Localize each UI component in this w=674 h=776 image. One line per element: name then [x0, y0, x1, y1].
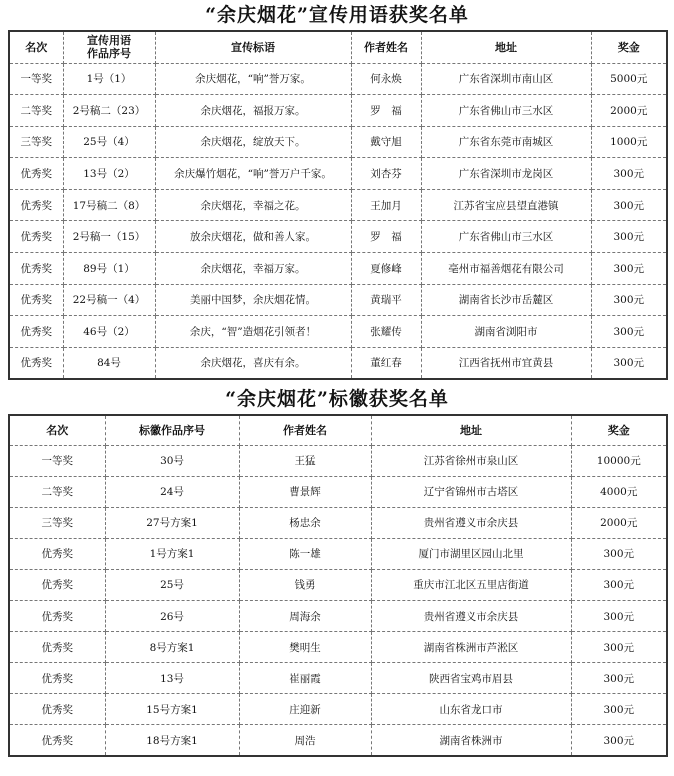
cell-prize: 300元 [591, 189, 667, 221]
cell-entry-number: 27号方案1 [105, 507, 239, 538]
cell-author: 钱勇 [239, 569, 371, 600]
cell-slogan: 余庆烟花，“响”誉万家。 [155, 63, 351, 95]
cell-address: 亳州市福善烟花有限公司 [421, 253, 591, 285]
cell-entry-number: 13号（2） [63, 158, 155, 190]
table-row [9, 95, 667, 127]
cell-address: 广东省东莞市南城区 [421, 126, 591, 158]
cell-author: 王猛 [239, 445, 371, 476]
cell-prize: 2000元 [591, 95, 667, 127]
table-row [9, 663, 667, 694]
table-row [9, 538, 667, 569]
cell-prize: 2000元 [571, 507, 667, 538]
cell-address: 广东省佛山市三水区 [421, 95, 591, 127]
cell-slogan: 美丽中国梦，余庆烟花情。 [155, 284, 351, 316]
cell-prize: 300元 [591, 347, 667, 379]
cell-rank: 二等奖 [9, 476, 105, 507]
header-address: 地址 [421, 31, 591, 63]
cell-rank: 优秀奖 [9, 725, 105, 756]
cell-author: 罗 福 [351, 95, 421, 127]
cell-rank: 优秀奖 [9, 663, 105, 694]
cell-entry-number: 46号（2） [63, 316, 155, 348]
cell-address: 湖南省株洲市 [371, 725, 571, 756]
cell-slogan: 余庆烟花，喜庆有余。 [155, 347, 351, 379]
table-row [9, 725, 667, 756]
header-prize: 奖金 [591, 31, 667, 63]
cell-address: 广东省深圳市南山区 [421, 63, 591, 95]
cell-rank: 三等奖 [9, 507, 105, 538]
cell-entry-number: 25号（4） [63, 126, 155, 158]
cell-author: 杨忠余 [239, 507, 371, 538]
table-row [9, 632, 667, 663]
cell-rank: 优秀奖 [9, 347, 63, 379]
cell-rank: 一等奖 [9, 445, 105, 476]
cell-entry-number: 2号稿二（23） [63, 95, 155, 127]
cell-entry-number: 18号方案1 [105, 725, 239, 756]
table-row [9, 189, 667, 221]
table-row [9, 284, 667, 316]
cell-author: 董红春 [351, 347, 421, 379]
cell-rank: 优秀奖 [9, 632, 105, 663]
header-rank: 名次 [9, 415, 105, 445]
cell-author: 张耀传 [351, 316, 421, 348]
cell-address: 湖南省长沙市岳麓区 [421, 284, 591, 316]
header-author: 作者姓名 [351, 31, 421, 63]
header-address: 地址 [371, 415, 571, 445]
cell-entry-number: 1号（1） [63, 63, 155, 95]
table-row [9, 694, 667, 725]
cell-author: 周浩 [239, 725, 371, 756]
table-header-row [9, 31, 667, 63]
table-row [9, 316, 667, 348]
cell-author: 崔丽霞 [239, 663, 371, 694]
cell-address: 贵州省遵义市余庆县 [371, 600, 571, 631]
cell-prize: 300元 [591, 316, 667, 348]
cell-slogan: 放余庆烟花，做和善人家。 [155, 221, 351, 253]
cell-rank: 优秀奖 [9, 253, 63, 285]
cell-rank: 优秀奖 [9, 569, 105, 600]
header-slogan: 宣传标语 [155, 31, 351, 63]
cell-prize: 5000元 [591, 63, 667, 95]
cell-rank: 优秀奖 [9, 221, 63, 253]
table-row [9, 569, 667, 600]
cell-entry-number: 30号 [105, 445, 239, 476]
cell-slogan: 余庆烟花，绽放天下。 [155, 126, 351, 158]
header-entry-number: 标徽作品序号 [105, 415, 239, 445]
cell-entry-number: 8号方案1 [105, 632, 239, 663]
cell-rank: 优秀奖 [9, 284, 63, 316]
cell-prize: 300元 [571, 725, 667, 756]
table-row [9, 253, 667, 285]
cell-address: 广东省佛山市三水区 [421, 221, 591, 253]
cell-entry-number: 13号 [105, 663, 239, 694]
cell-entry-number: 24号 [105, 476, 239, 507]
cell-prize: 4000元 [571, 476, 667, 507]
cell-author: 刘杏芬 [351, 158, 421, 190]
cell-author: 樊明生 [239, 632, 371, 663]
cell-rank: 三等奖 [9, 126, 63, 158]
cell-rank: 优秀奖 [9, 316, 63, 348]
table-header-row [9, 415, 667, 445]
cell-entry-number: 26号 [105, 600, 239, 631]
cell-entry-number: 25号 [105, 569, 239, 600]
header-author: 作者姓名 [239, 415, 371, 445]
cell-rank: 优秀奖 [9, 538, 105, 569]
cell-entry-number: 2号稿一（15） [63, 221, 155, 253]
cell-author: 戴守旭 [351, 126, 421, 158]
cell-address: 辽宁省锦州市古塔区 [371, 476, 571, 507]
cell-prize: 300元 [571, 600, 667, 631]
table-row [9, 126, 667, 158]
cell-address: 江苏省宝应县望直港镇 [421, 189, 591, 221]
cell-author: 陈一雄 [239, 538, 371, 569]
cell-author: 曹景辉 [239, 476, 371, 507]
cell-slogan: 余庆烟花，幸福之花。 [155, 189, 351, 221]
cell-rank: 优秀奖 [9, 158, 63, 190]
slogan-award-title: “余庆烟花”宣传用语获奖名单 [205, 4, 469, 26]
cell-author: 周海余 [239, 600, 371, 631]
cell-prize: 300元 [591, 221, 667, 253]
cell-address: 厦门市湖里区园山北里 [371, 538, 571, 569]
cell-entry-number: 1号方案1 [105, 538, 239, 569]
logo-award-table [8, 414, 668, 757]
table-row [9, 63, 667, 95]
table-row [9, 476, 667, 507]
cell-slogan: 余庆，“智”造烟花引领者！ [155, 316, 351, 348]
cell-slogan: 余庆爆竹烟花，“响”誉万户千家。 [155, 158, 351, 190]
cell-prize: 300元 [591, 158, 667, 190]
cell-address: 湖南省株洲市芦淞区 [371, 632, 571, 663]
cell-entry-number: 15号方案1 [105, 694, 239, 725]
cell-entry-number: 84号 [63, 347, 155, 379]
cell-address: 江西省抚州市宜黄县 [421, 347, 591, 379]
cell-prize: 300元 [591, 253, 667, 285]
header-entry-number [63, 31, 155, 63]
table-row [9, 347, 667, 379]
cell-author: 夏修峰 [351, 253, 421, 285]
table-row [9, 507, 667, 538]
cell-address: 陕西省宝鸡市眉县 [371, 663, 571, 694]
cell-entry-number: 89号（1） [63, 253, 155, 285]
table-row [9, 600, 667, 631]
cell-address: 山东省龙口市 [371, 694, 571, 725]
cell-prize: 300元 [571, 663, 667, 694]
logo-award-title: “余庆烟花”标徽获奖名单 [225, 388, 449, 410]
table-row [9, 221, 667, 253]
cell-entry-number: 17号稿二（8） [63, 189, 155, 221]
cell-prize: 300元 [591, 284, 667, 316]
cell-prize: 300元 [571, 632, 667, 663]
header-prize: 奖金 [571, 415, 667, 445]
cell-prize: 10000元 [571, 445, 667, 476]
cell-author: 黄瑞平 [351, 284, 421, 316]
cell-address: 江苏省徐州市泉山区 [371, 445, 571, 476]
cell-author: 何永焕 [351, 63, 421, 95]
cell-prize: 1000元 [591, 126, 667, 158]
cell-author: 王加月 [351, 189, 421, 221]
cell-rank: 一等奖 [9, 63, 63, 95]
cell-prize: 300元 [571, 694, 667, 725]
cell-prize: 300元 [571, 538, 667, 569]
header-entry-number-text: 宣传用语 作品序号 [87, 34, 131, 61]
cell-entry-number: 22号稿一（4） [63, 284, 155, 316]
table-row [9, 158, 667, 190]
cell-rank: 优秀奖 [9, 600, 105, 631]
cell-address: 重庆市江北区五里店街道 [371, 569, 571, 600]
cell-address: 贵州省遵义市余庆县 [371, 507, 571, 538]
table-row [9, 445, 667, 476]
cell-author: 罗 福 [351, 221, 421, 253]
cell-slogan: 余庆烟花，幸福万家。 [155, 253, 351, 285]
header-rank: 名次 [9, 31, 63, 63]
cell-prize: 300元 [571, 569, 667, 600]
cell-address: 湖南省浏阳市 [421, 316, 591, 348]
cell-rank: 优秀奖 [9, 694, 105, 725]
cell-rank: 二等奖 [9, 95, 63, 127]
cell-address: 广东省深圳市龙岗区 [421, 158, 591, 190]
cell-author: 庄迎新 [239, 694, 371, 725]
cell-slogan: 余庆烟花，福报万家。 [155, 95, 351, 127]
slogan-award-table [8, 30, 668, 380]
cell-rank: 优秀奖 [9, 189, 63, 221]
